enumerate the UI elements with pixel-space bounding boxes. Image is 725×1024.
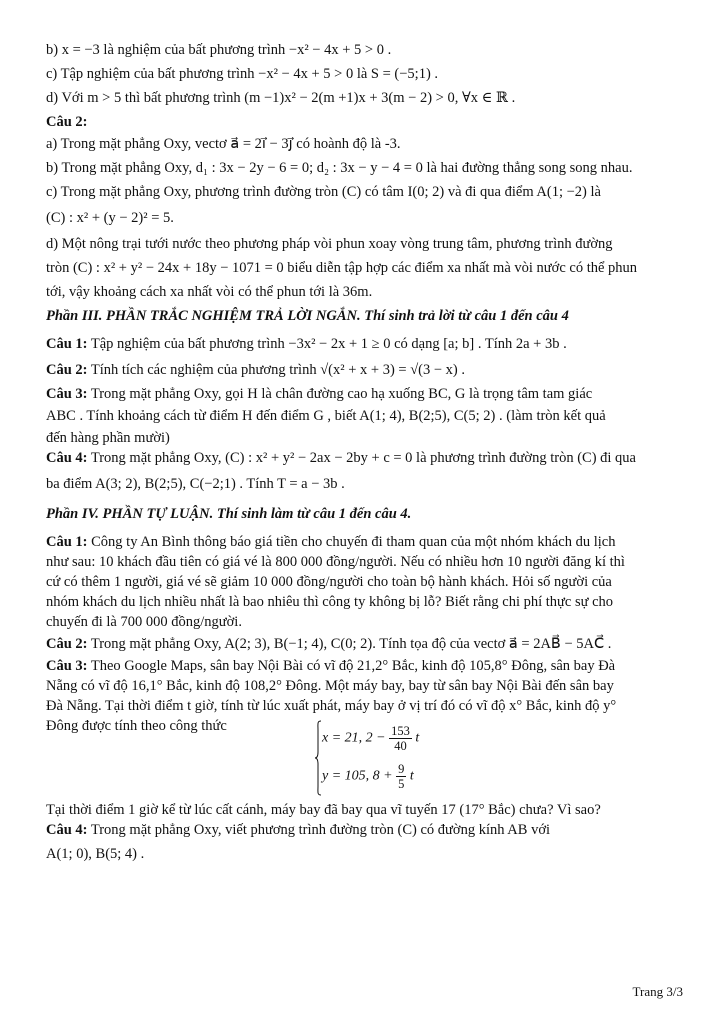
part3-question-3: Câu 3: Trong mặt phẳng Oxy, gọi H là chân đường cao hạ xuống BC, G là trọng tâm tam giác (46, 386, 593, 402)
part4-question-3-line2: Nẵng có vĩ độ 16,1° Bắc, kinh độ 108,2° Đông. Một máy bay, bay từ sân bay Nội Bài đến sân bay (46, 678, 614, 694)
question-label: Câu 2: (46, 362, 88, 378)
q1-statement-d: d) Với m > 5 thì bất phương trình (m −1)x² − 2(m +1)x + 3(m − 2) > 0, ∀x ∈ ℝ . (46, 90, 516, 106)
part4-question-4-line2: A(1; 0), B(5; 4) . (46, 846, 145, 862)
part4-question-1-line4: nhóm khách du lịch nhiều nhất là bao nhiêu thì công ty không bị lỗ? Biết rằng chi phí thực sự cho (46, 594, 614, 610)
fraction-9-5: $\frac{9}{5}$ (398, 762, 405, 791)
question-label: Câu 1: (46, 336, 88, 352)
question-label: Câu 4: (46, 822, 88, 838)
page-number: Trang 3/3 (632, 984, 683, 999)
question-2-heading: Câu 2: (46, 114, 88, 130)
part-3-heading: Phần III. PHẦN TRẮC NGHIỆM TRẢ LỜI NGẮN. Thí sinh trả lời từ câu 1 đến câu 4 (46, 308, 569, 324)
question-label: Câu 3: (46, 386, 88, 402)
q1-statement-c: c) Tập nghiệm của bất phương trình −x² − 4x + 5 > 0 là S = (−5;1) . (46, 66, 439, 82)
part3-question-2: Câu 2: Tính tích các nghiệm của phương trình √(x² + x + 3) = √(3 − x) . (46, 362, 465, 378)
flight-equation-system (314, 720, 434, 796)
part4-question-3: Câu 3: Theo Google Maps, sân bay Nội Bài có vĩ độ 21,2° Bắc, kinh độ 105,8° Đông, sân bay Đà (46, 658, 616, 674)
part4-question-3-final: Tại thời điểm 1 giờ kể từ lúc cất cánh, máy bay đã bay qua vĩ tuyến 17 (17° Bắc) chưa? Vì sao? (46, 802, 601, 818)
q2-statement-c: c) Trong mặt phẳng Oxy, phương trình đường tròn (C) có tâm I(0; 2) và đi qua điểm A(1; −2) là (46, 184, 601, 200)
part3-question-4-line2: ba điểm A(3; 2), B(2;5), C(−2;1) . Tính T = a − 3b . (46, 476, 345, 492)
equation-row-x: x = 21, 2 − $\frac{153}{40}$ t (322, 724, 420, 753)
q2-statement-c-equation: (C) : x² + (y − 2)² = 5. (46, 210, 174, 226)
equation-row-y: y = 105, 8 + $\frac{9}{5}$ t (322, 762, 414, 791)
q1-statement-b: b) x = −3 là nghiệm của bất phương trình −x² − 4x + 5 > 0 . (46, 42, 392, 58)
fraction-153-40: $\frac{153}{40}$ (391, 724, 410, 753)
part4-question-3-line4: Đông được tính theo công thức (46, 718, 227, 734)
part4-question-4: Câu 4: Trong mặt phẳng Oxy, viết phương trình đường tròn (C) có đường kính AB với (46, 822, 551, 838)
part3-question-3-line3: đến hàng phần mười) (46, 430, 170, 446)
question-label: Câu 1: (46, 534, 88, 550)
q2-statement-d-line3: tới, vậy khoảng cách xa nhất vòi có thể phun tới là 36m. (46, 284, 373, 300)
part-4-heading: Phần IV. PHẦN TỰ LUẬN. Thí sinh làm từ câu 1 đến câu 4. (46, 506, 412, 522)
part4-question-1-line2: như sau: 10 khách đầu tiên có giá vé là 800 000 đồng/người. Nếu có nhiều hơn 10 người đăng kí thì (46, 554, 625, 570)
part4-question-3-line3: Đà Nẵng. Tại thời điểm t giờ, tính từ lúc xuất phát, máy bay ở vị trí đó có vĩ độ x° Bắc, kinh độ y° (46, 698, 617, 714)
part4-question-1-line3: cứ có thêm 1 người, giá vé sẽ giảm 10 000 đồng/người cho toàn bộ hành khách. Hỏi số người của (46, 574, 612, 590)
question-label: Câu 2: (46, 636, 88, 652)
q2-statement-a: a) Trong mặt phẳng Oxy, vectơ a⃗ = 2i⃗ − 3j⃗ có hoành độ là -3. (46, 136, 401, 152)
q2-statement-b: b) Trong mặt phẳng Oxy, d₁ : 3x − 2y − 6 = 0; d₂ : 3x − y − 4 = 0 là hai đường thẳng song song nhau. (46, 160, 633, 176)
question-label: Câu 3: (46, 658, 88, 674)
q2-statement-d: d) Một nông trại tưới nước theo phương pháp vòi phun xoay vòng trung tâm, phương trình đường (46, 236, 613, 252)
part4-question-1: Câu 1: Công ty An Bình thông báo giá tiền cho chuyến đi tham quan của một nhóm khách du lịch (46, 534, 616, 550)
part4-question-1-line5: chuyến đi là 700 000 đồng/người. (46, 614, 242, 630)
part3-question-3-line2: ABC . Tính khoảng cách từ điểm H đến điểm G , biết A(1; 4), B(2;5), C(5; 2) . (làm tròn kết quả (46, 408, 606, 424)
brace-icon (314, 720, 322, 796)
part3-question-4: Câu 4: Trong mặt phẳng Oxy, (C) : x² + y² − 2ax − 2by + c = 0 là phương trình đường tròn (C) đi qua (46, 450, 636, 466)
part4-question-2: Câu 2: Trong mặt phẳng Oxy, A(2; 3), B(−1; 4), C(0; 2). Tính tọa độ của vectơ a⃗ = 2AB⃗ − 5AC⃗ . (46, 636, 612, 652)
part3-question-1: Câu 1: Tập nghiệm của bất phương trình −3x² − 2x + 1 ≥ 0 có dạng [a; b] . Tính 2a + 3b . (46, 336, 567, 352)
q2-statement-d-line2: tròn (C) : x² + y² − 24x + 18y − 1071 = 0 biểu diễn tập hợp các điểm xa nhất mà vòi nước có thể phun (46, 260, 638, 276)
question-label: Câu 4: (46, 450, 88, 466)
